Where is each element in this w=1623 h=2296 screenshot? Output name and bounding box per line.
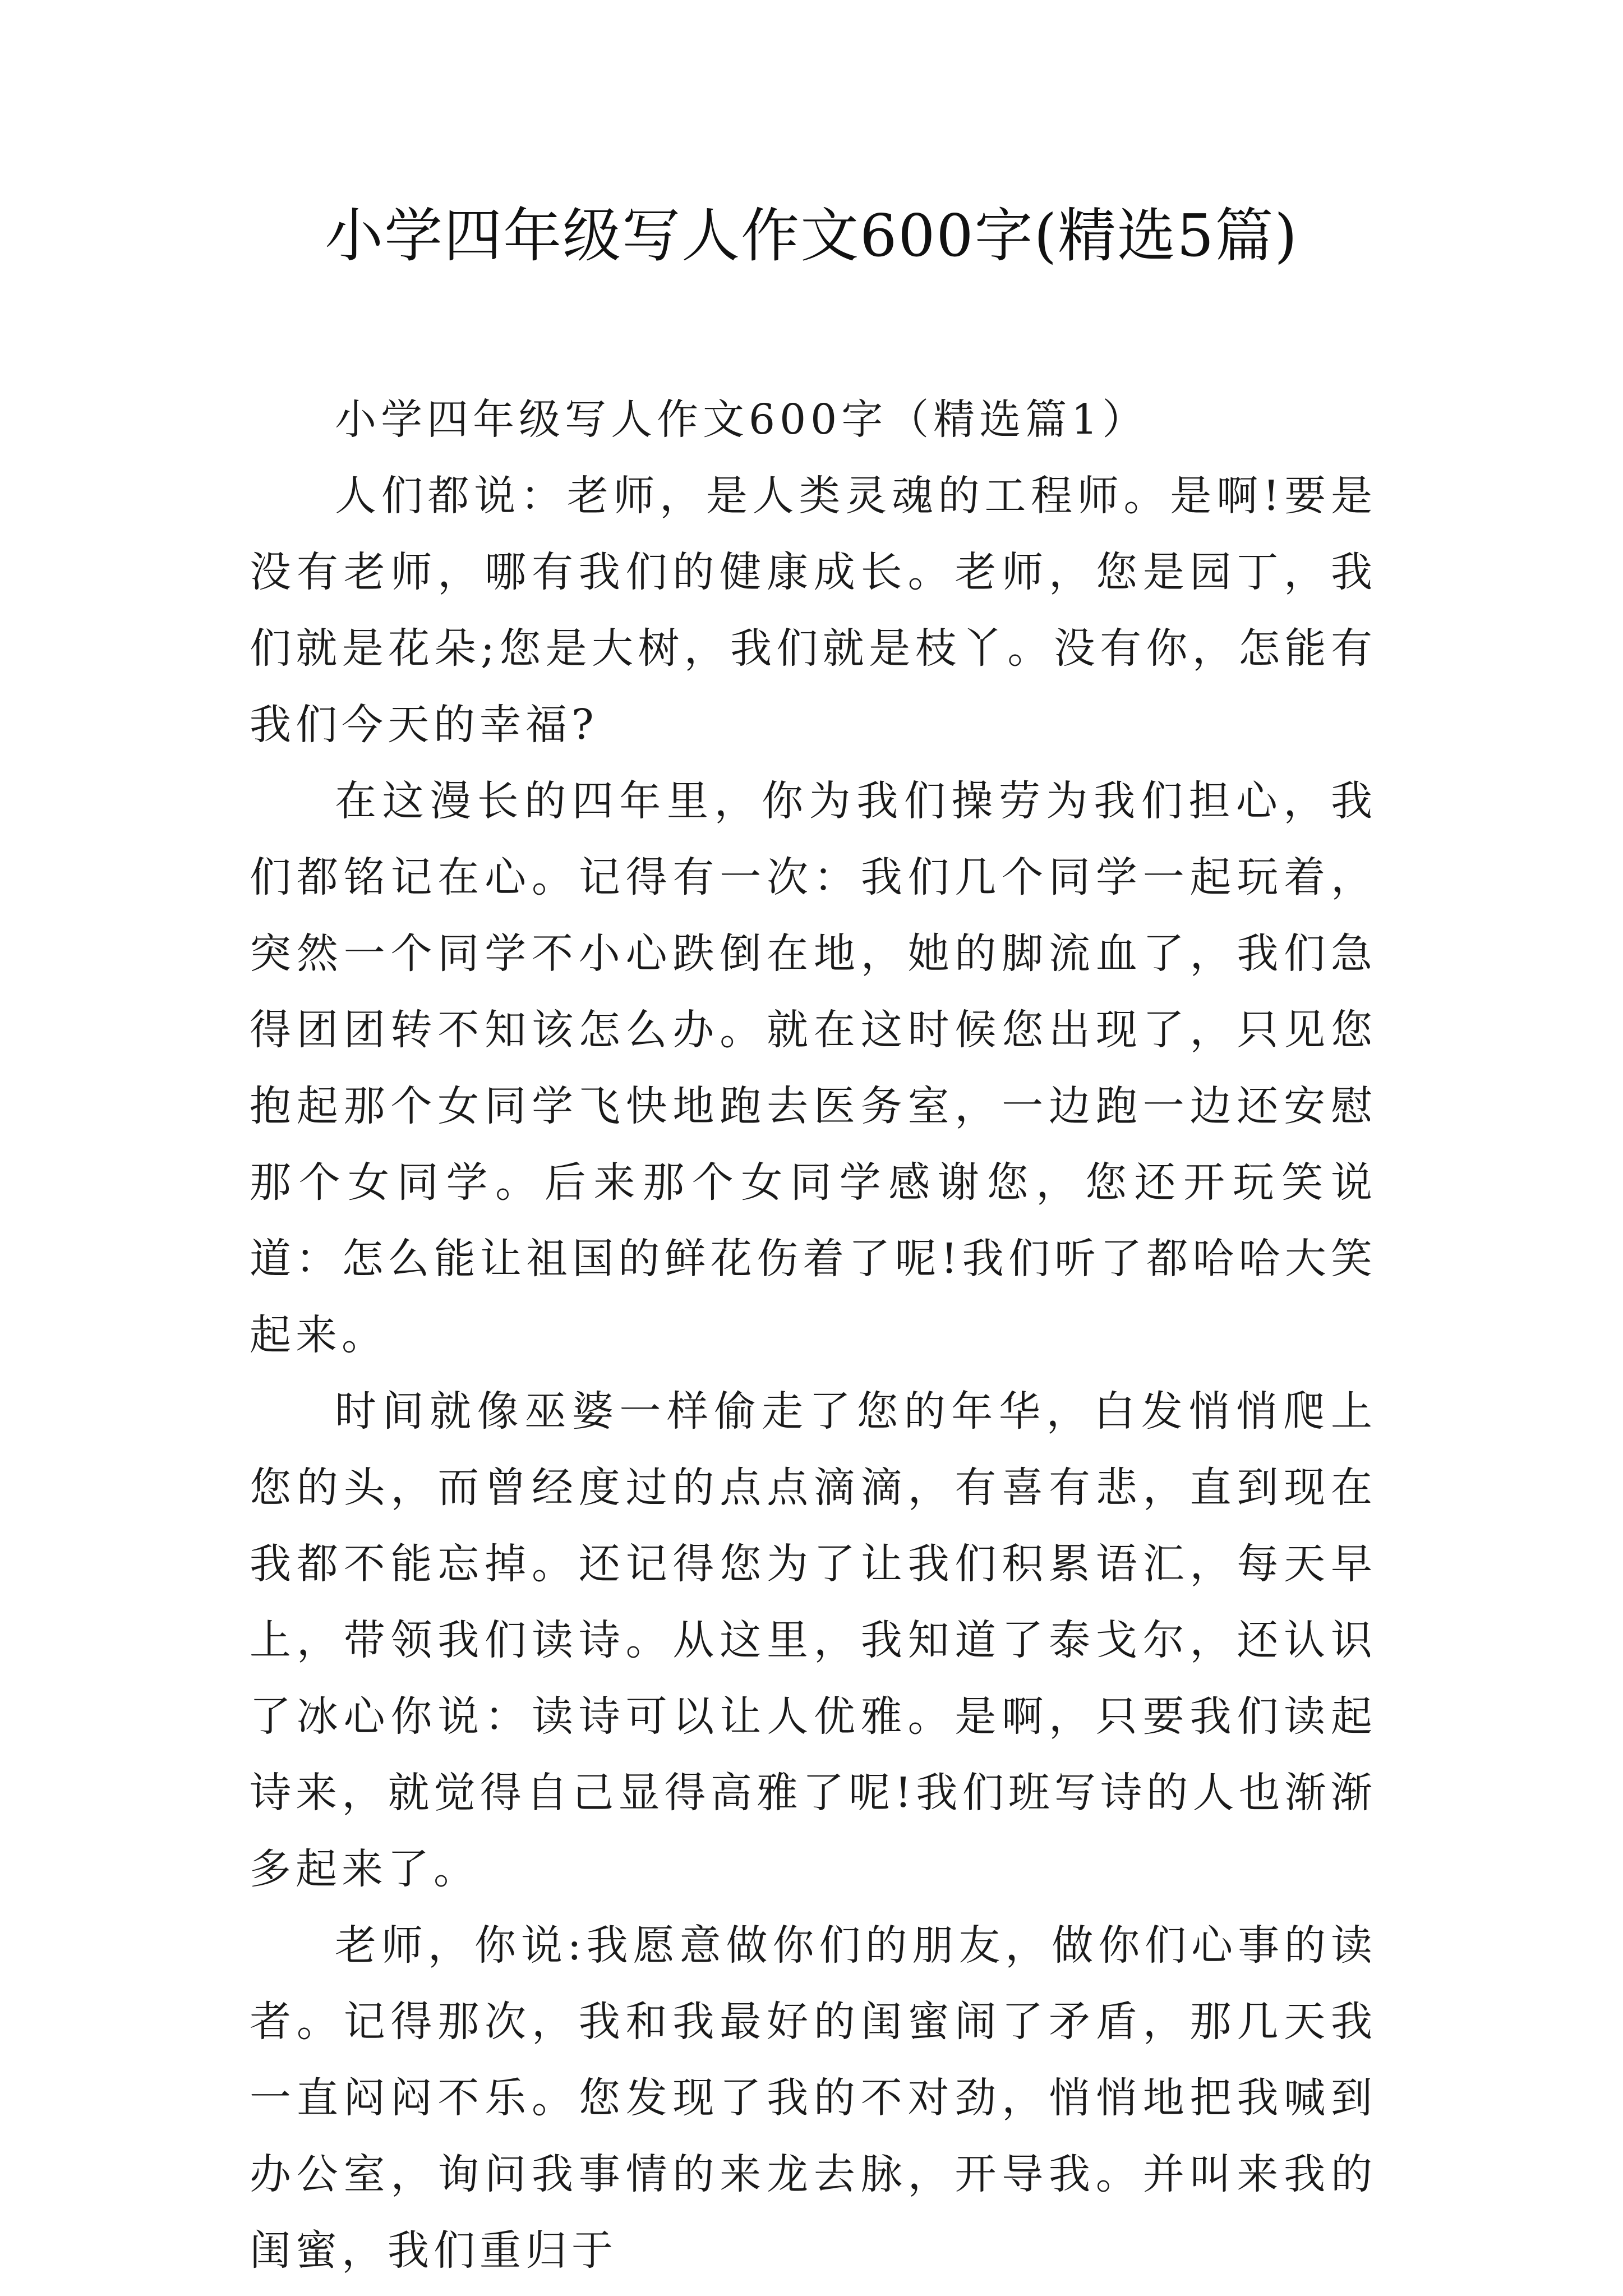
paragraph-2: 在这漫长的四年里，你为我们操劳为我们担心，我们都铭记在心。记得有一次：我们几个同学一起玩着，突然一个同学不小心跌倒在地，她的脚流血了，我们急得团团转不知该怎么办。就在这时候您出现了，只见您抱起那个女同学飞快地跑去医务室，一边跑一边还安慰那个女同学。后来那个女同学感谢您，您还开玩笑说道：怎么能让祖国的鲜花伤着了呢!我们听了都哈哈大笑起来。 <box>250 777 1377 1359</box>
section-heading: 小学四年级写人作文600字（精选篇1） <box>335 395 1149 444</box>
paragraph-1: 人们都说：老师，是人类灵魂的工程师。是啊!要是没有老师，哪有我们的健康成长。老师，您是园丁，我们就是花朵;您是大树，我们就是枝丫。没有你，怎能有我们今天的幸福? <box>250 472 1377 749</box>
document-title: 小学四年级写人作文600字(精选5篇) <box>325 201 1298 270</box>
paragraph-4: 老师，你说:我愿意做你们的朋友，做你们心事的读者。记得那次，我和我最好的闺蜜闹了矛盾，那几天我一直闷闷不乐。您发现了我的不对劲，悄悄地把我喊到办公室，询问我事情的来龙去脉，开导我。并叫来我的闺蜜，我们重归于 <box>250 1921 1377 2275</box>
paragraph-3: 时间就像巫婆一样偷走了您的年华，白发悄悄爬上您的头，而曾经度过的点点滴滴，有喜有悲，直到现在我都不能忘掉。还记得您为了让我们积累语汇，每天早上，带领我们读诗。从这里，我知道了泰戈尔，还认识了冰心你说：读诗可以让人优雅。是啊，只要我们读起诗来，就觉得自己显得高雅了呢!我们班写诗的人也渐渐多起来了。 <box>250 1387 1377 1893</box>
document-body <box>250 381 1377 2289</box>
